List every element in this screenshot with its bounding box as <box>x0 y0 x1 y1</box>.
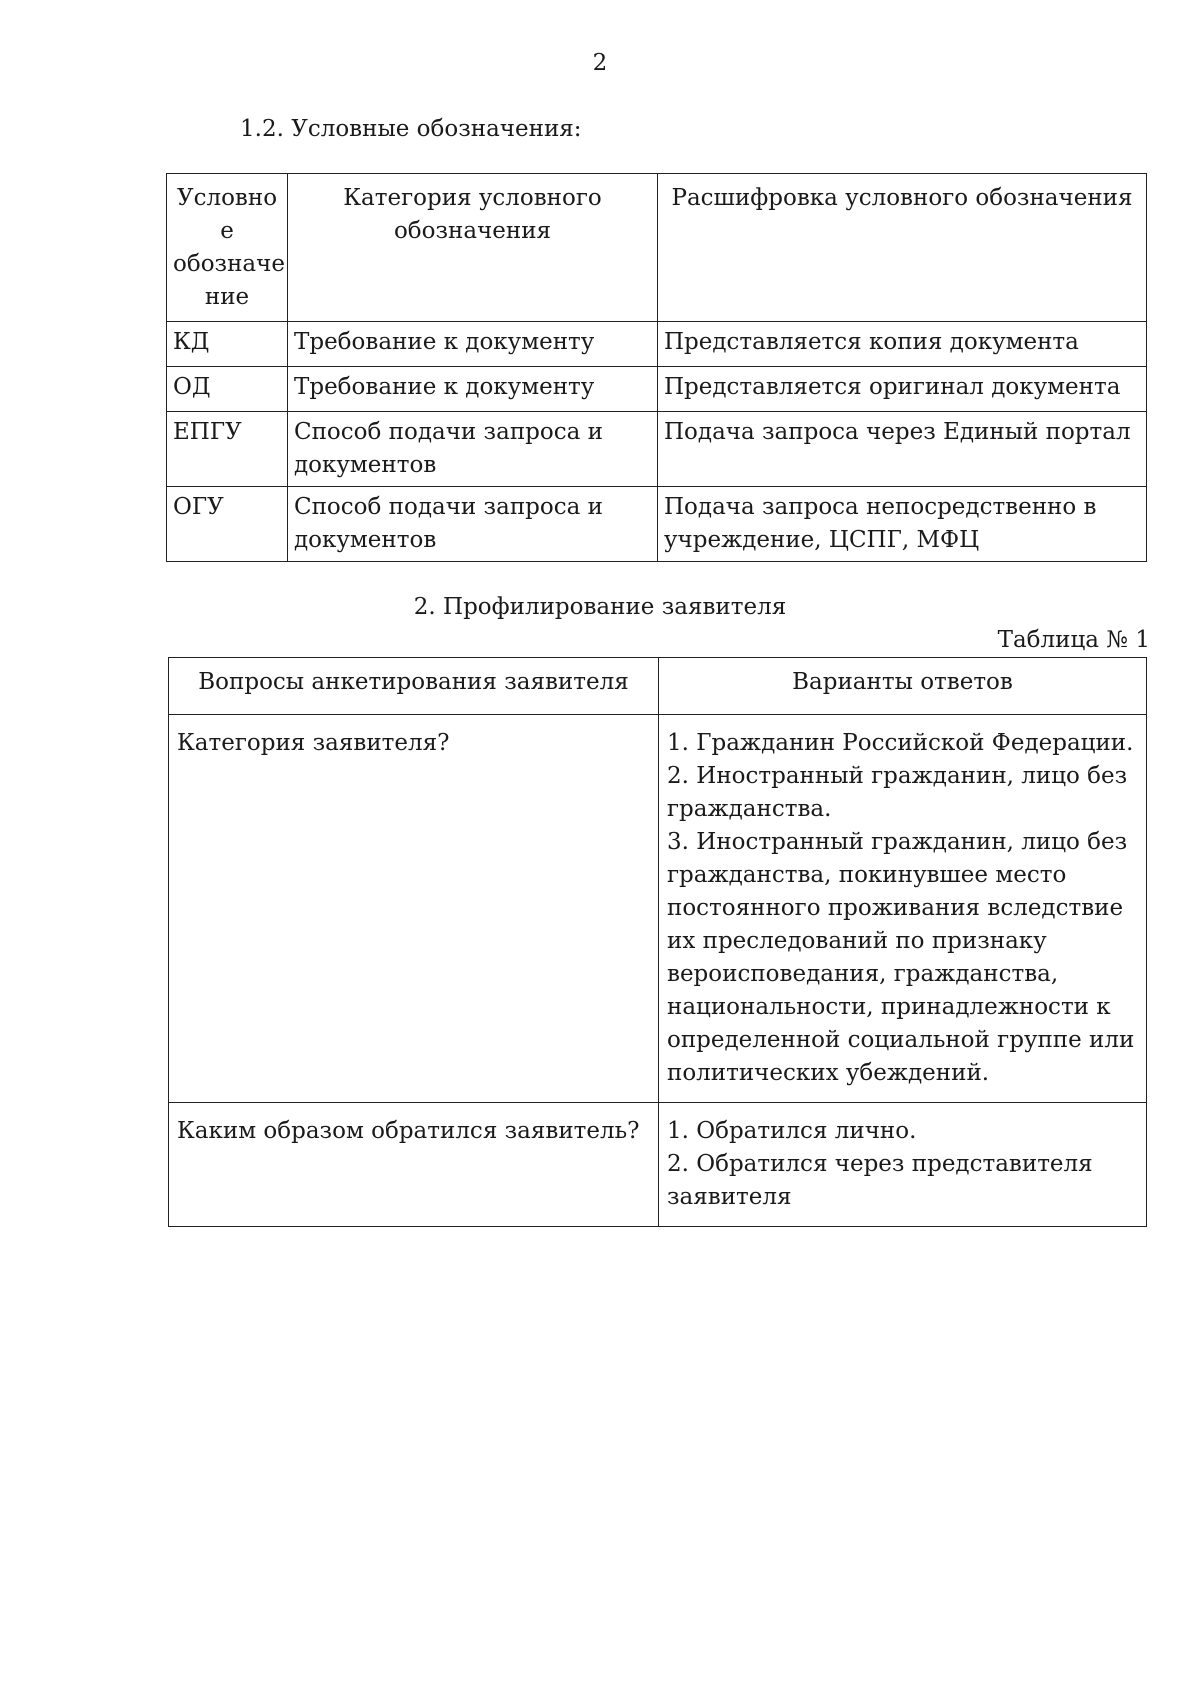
answer-option: 1. Обратился лично. <box>667 1118 917 1144</box>
table-row <box>169 1103 1147 1227</box>
cell-answers <box>659 715 1147 1103</box>
table-row <box>167 367 1147 412</box>
cell-code: КД <box>167 322 288 367</box>
table-caption: Таблица № 1 <box>997 627 1150 653</box>
header-cell-category: Категория условного обозначения <box>288 174 658 322</box>
cell-category: Требование к документу <box>288 322 658 367</box>
cell-description: Подача запроса через Единый портал <box>658 412 1147 487</box>
header-line: обозначе <box>173 251 285 277</box>
cell-answers <box>659 1103 1147 1227</box>
cell-code: ОГУ <box>167 487 288 562</box>
answer-option: 2. Иностранный гражданин, лицо без гражданства. <box>667 763 1128 822</box>
cell-code: ЕПГУ <box>167 412 288 487</box>
header-cell-answers: Варианты ответов <box>659 658 1147 715</box>
table-row <box>167 322 1147 367</box>
cell-category: Способ подачи запроса и документов <box>288 487 658 562</box>
table-row <box>167 412 1147 487</box>
cell-question: Каким образом обратился заявитель? <box>169 1103 659 1227</box>
answer-option: 2. Обратился через представителя заявителя <box>667 1151 1093 1210</box>
header-line: ние <box>204 284 250 310</box>
header-line: е <box>220 218 234 244</box>
header-cell-description: Расшифровка условного обозначения <box>658 174 1147 322</box>
table-header-row <box>169 658 1147 715</box>
cell-description: Подача запроса непосредственно в учреждение, ЦСПГ, МФЦ <box>658 487 1147 562</box>
cell-code: ОД <box>167 367 288 412</box>
cell-question: Категория заявителя? <box>169 715 659 1103</box>
answer-option: 3. Иностранный гражданин, лицо без гражданства, покинувшее место постоянного проживания вследствие их преследований по признаку вероисповедания, гражданства, национальности, принадлежности к определенной социальной группе или политических убеждений. <box>667 829 1135 1086</box>
cell-description: Представляется копия документа <box>658 322 1147 367</box>
cell-description: Представляется оригинал документа <box>658 367 1147 412</box>
header-cell-questions: Вопросы анкетирования заявителя <box>169 658 659 715</box>
section-heading-profiling: 2. Профилирование заявителя <box>413 594 787 620</box>
legend-table <box>166 173 1147 562</box>
cell-category: Способ подачи запроса и документов <box>288 412 658 487</box>
cell-category: Требование к документу <box>288 367 658 412</box>
answer-option: 1. Гражданин Российской Федерации. <box>667 730 1134 756</box>
page-number: 2 <box>592 50 608 76</box>
table-header-row <box>167 174 1147 322</box>
header-cell-code <box>167 174 288 322</box>
profile-table <box>168 657 1147 1227</box>
table-row <box>169 715 1147 1103</box>
table-row <box>167 487 1147 562</box>
section-heading-legend: 1.2. Условные обозначения: <box>240 116 582 142</box>
header-line: Условно <box>176 185 278 211</box>
